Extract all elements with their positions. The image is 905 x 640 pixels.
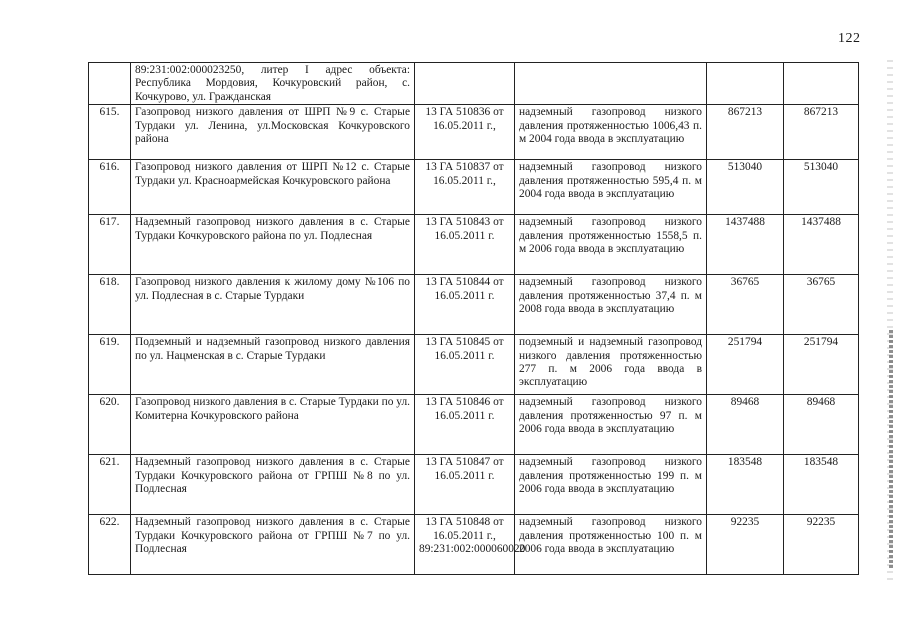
cell-value-1: 513040 (707, 160, 784, 215)
cell-value-1 (707, 63, 784, 105)
cell-number: 621. (89, 455, 131, 515)
cell-number: 622. (89, 515, 131, 575)
registry-table (88, 62, 859, 575)
cell-value-2: 183548 (784, 455, 859, 515)
cell-value-2: 89468 (784, 395, 859, 455)
table-row (89, 335, 859, 395)
cell-description: надземный газопровод низкого давления протяженностью 199 п. м 2006 года ввода в эксплуатацию (515, 455, 707, 515)
table-row (89, 395, 859, 455)
cell-number: 615. (89, 105, 131, 160)
cell-description: надземный газопровод низкого давления протяженностью 1558,5 п. м 2006 года ввода в эксплуатацию (515, 215, 707, 275)
cell-object-name: Газопровод низкого давления от ШРП №12 с. Старые Турдаки ул. Красноармейская Кочкуровского района (131, 160, 415, 215)
cell-object-name: Подземный и надземный газопровод низкого давления по ул. Нацменская в с. Старые Турдаки (131, 335, 415, 395)
cell-certificate: 13 ГА 510837 от 16.05.2011 г., (415, 160, 515, 215)
cell-description: надземный газопровод низкого давления протяженностью 37,4 п. м 2008 года ввода в эксплуатацию (515, 275, 707, 335)
cell-object-name: Надземный газопровод низкого давления в с. Старые Турдаки Кочкуровского района по ул. Подлесная (131, 215, 415, 275)
cell-description: надземный газопровод низкого давления протяженностью 100 п. м 2006 года ввода в эксплуатацию (515, 515, 707, 575)
cell-certificate: 13 ГА 510843 от 16.05.2011 г. (415, 215, 515, 275)
cell-object-name: Надземный газопровод низкого давления в с. Старые Турдаки Кочкуровского района от ГРПШ №7 по ул. Подлесная (131, 515, 415, 575)
cell-description (515, 63, 707, 105)
cell-value-2: 92235 (784, 515, 859, 575)
cell-value-1: 89468 (707, 395, 784, 455)
cell-value-2: 513040 (784, 160, 859, 215)
cell-number: 616. (89, 160, 131, 215)
cell-object-name: Газопровод низкого давления в с. Старые Турдаки по ул. Комитерна Кочкуровского района (131, 395, 415, 455)
cell-value-1: 1437488 (707, 215, 784, 275)
cell-value-1: 251794 (707, 335, 784, 395)
cell-object-name: Газопровод низкого давления к жилому дому №106 по ул. Подлесная в с. Старые Турдаки (131, 275, 415, 335)
cell-value-2: 251794 (784, 335, 859, 395)
cell-value-1: 183548 (707, 455, 784, 515)
table-row (89, 455, 859, 515)
cell-number: 618. (89, 275, 131, 335)
cell-number: 620. (89, 395, 131, 455)
table-row (89, 275, 859, 335)
table-row-continuation (89, 63, 859, 105)
cell-value-2 (784, 63, 859, 105)
table-row (89, 160, 859, 215)
cell-value-2: 1437488 (784, 215, 859, 275)
scan-edge-artifact-dark (889, 330, 893, 570)
cell-certificate (415, 63, 515, 105)
cell-object-name: Надземный газопровод низкого давления в с. Старые Турдаки Кочкуровского района от ГРПШ №8 по ул. Подлесная (131, 455, 415, 515)
table-row (89, 105, 859, 160)
cell-object-name: 89:231:002:000023250, литер I адрес объекта: Республика Мордовия, Кочкуровский район, с. Кочкурово, ул. Гражданская (131, 63, 415, 105)
table-row (89, 215, 859, 275)
cell-certificate: 13 ГА 510845 от 16.05.2011 г. (415, 335, 515, 395)
cell-certificate: 13 ГА 510836 от 16.05.2011 г., (415, 105, 515, 160)
page-number: 122 (838, 31, 861, 46)
cell-description: надземный газопровод низкого давления протяженностью 1006,43 п. м 2004 года ввода в эксплуатацию (515, 105, 707, 160)
cell-certificate: 13 ГА 510846 от 16.05.2011 г. (415, 395, 515, 455)
cell-object-name: Газопровод низкого давления от ШРП №9 с. Старые Турдаки ул. Ленина, ул.Московская Кочкуровского района (131, 105, 415, 160)
cell-value-1: 36765 (707, 275, 784, 335)
cell-value-1: 867213 (707, 105, 784, 160)
cell-value-1: 92235 (707, 515, 784, 575)
cell-value-2: 36765 (784, 275, 859, 335)
cell-description: надземный газопровод низкого давления протяженностью 595,4 п. м 2004 года ввода в эксплуатацию (515, 160, 707, 215)
cell-number: 617. (89, 215, 131, 275)
cell-value-2: 867213 (784, 105, 859, 160)
cell-description: надземный газопровод низкого давления протяженностью 97 п. м 2006 года ввода в эксплуатацию (515, 395, 707, 455)
cell-description: подземный и надземный газопровод низкого давления протяженностью 277 п. м 2006 года ввода в эксплуатацию (515, 335, 707, 395)
cell-certificate: 13 ГА 510848 от 16.05.2011 г., 89:231:002:000060020 (415, 515, 515, 575)
cell-number (89, 63, 131, 105)
cell-number: 619. (89, 335, 131, 395)
cell-certificate: 13 ГА 510844 от 16.05.2011 г. (415, 275, 515, 335)
table-row (89, 515, 859, 575)
cell-certificate: 13 ГА 510847 от 16.05.2011 г. (415, 455, 515, 515)
